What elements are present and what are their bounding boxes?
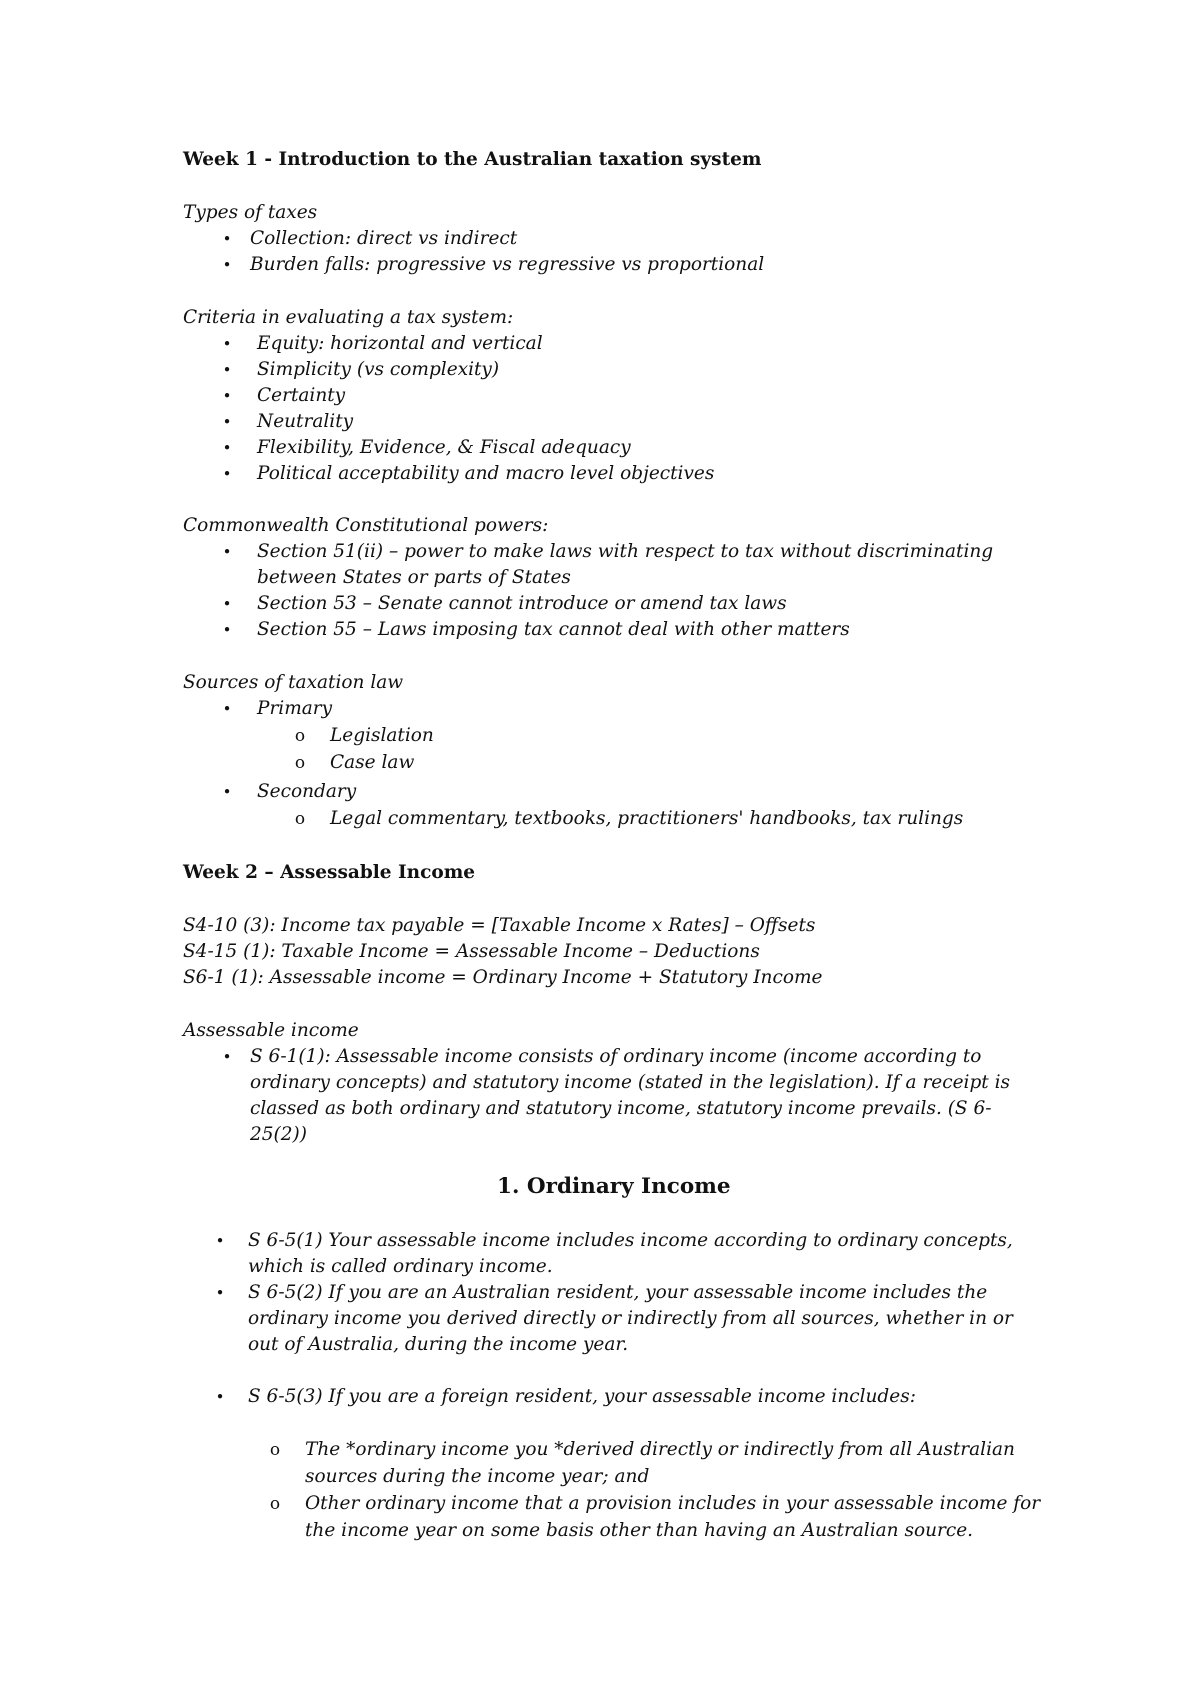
formula-3: S6-1 (1): Assessable income = Ordinary Income + Statutory Income xyxy=(183,967,823,988)
s65-2-line-3: out of Australia, during the income year. xyxy=(248,1334,629,1355)
s65-3-sub-2-line-2: the income year on some basis other than having an Australian source. xyxy=(305,1520,974,1541)
assessable-line-2: ordinary concepts) and statutory income (stated in the legislation). If a receipt is xyxy=(250,1072,1011,1093)
bullet-icon: • xyxy=(222,335,232,353)
types-item-2: Burden falls: progressive vs regressive vs proportional xyxy=(250,254,765,275)
powers-item-1-line-2: between States or parts of States xyxy=(257,567,571,588)
assessable-heading: Assessable income xyxy=(183,1020,359,1041)
bullet-icon: • xyxy=(222,387,232,405)
s65-3-sub-1-line-2: sources during the income year; and xyxy=(305,1466,650,1487)
sub-bullet-icon: o xyxy=(294,753,306,773)
formula-1: S4-10 (3): Income tax payable = [Taxable Income x Rates] – Offsets xyxy=(183,915,816,936)
powers-item-1-line-1: Section 51(ii) – power to make laws with respect to tax without discriminating xyxy=(257,541,994,562)
s65-3-sub-1-line-1: The *ordinary income you *derived directly or indirectly from all Australian xyxy=(305,1439,1015,1460)
s65-3-sub-2-line-1: Other ordinary income that a provision includes in your assessable income for xyxy=(305,1493,1041,1514)
sources-secondary: Secondary xyxy=(257,781,357,802)
week2-title: Week 2 – Assessable Income xyxy=(183,862,476,883)
sources-secondary-sub: Legal commentary, textbooks, practitioners' handbooks, tax rulings xyxy=(330,808,964,829)
s65-1-line-1: S 6-5(1) Your assessable income includes income according to ordinary concepts, xyxy=(248,1230,1013,1251)
s65-2-line-2: ordinary income you derived directly or indirectly from all sources, whether in or xyxy=(248,1308,1013,1329)
sub-bullet-icon: o xyxy=(294,809,306,829)
types-item-1: Collection: direct vs indirect xyxy=(250,228,518,249)
criteria-item-6: Political acceptability and macro level objectives xyxy=(257,463,715,484)
criteria-item-1: Equity: horizontal and vertical xyxy=(257,333,543,354)
sub-bullet-icon: o xyxy=(269,1494,281,1514)
criteria-item-2: Simplicity (vs complexity) xyxy=(257,359,500,380)
sources-heading: Sources of taxation law xyxy=(183,672,404,693)
s65-3: S 6-5(3) If you are a foreign resident, your assessable income includes: xyxy=(248,1386,916,1407)
bullet-icon: • xyxy=(222,413,232,431)
powers-item-3: Section 55 – Laws imposing tax cannot deal with other matters xyxy=(257,619,850,640)
sub-bullet-icon: o xyxy=(294,726,306,746)
bullet-icon: • xyxy=(222,700,232,718)
bullet-icon: • xyxy=(222,595,232,613)
powers-heading: Commonwealth Constitutional powers: xyxy=(183,515,549,536)
s65-1-line-2: which is called ordinary income. xyxy=(248,1256,553,1277)
ordinary-income-title: 1. Ordinary Income xyxy=(497,1174,731,1199)
bullet-icon: • xyxy=(215,1284,225,1302)
bullet-icon: • xyxy=(222,621,232,639)
criteria-item-4: Neutrality xyxy=(257,411,354,432)
assessable-line-1: S 6-1(1): Assessable income consists of ordinary income (income according to xyxy=(250,1046,982,1067)
bullet-icon: • xyxy=(222,465,232,483)
types-heading: Types of taxes xyxy=(183,202,318,223)
formula-2: S4-15 (1): Taxable Income = Assessable Income – Deductions xyxy=(183,941,760,962)
bullet-icon: • xyxy=(222,1048,232,1066)
week1-title: Week 1 - Introduction to the Australian taxation system xyxy=(183,149,762,170)
bullet-icon: • xyxy=(222,256,232,274)
bullet-icon: • xyxy=(215,1232,225,1250)
sources-primary: Primary xyxy=(257,698,333,719)
bullet-icon: • xyxy=(222,543,232,561)
sources-primary-sub-2: Case law xyxy=(330,752,415,773)
bullet-icon: • xyxy=(222,783,232,801)
bullet-icon: • xyxy=(222,361,232,379)
assessable-line-3: classed as both ordinary and statutory income, statutory income prevails. (S 6- xyxy=(250,1098,992,1119)
sub-bullet-icon: o xyxy=(269,1440,281,1460)
bullet-icon: • xyxy=(222,439,232,457)
powers-item-2: Section 53 – Senate cannot introduce or amend tax laws xyxy=(257,593,787,614)
s65-2-line-1: S 6-5(2) If you are an Australian resident, your assessable income includes the xyxy=(248,1282,988,1303)
criteria-item-3: Certainty xyxy=(257,385,346,406)
assessable-line-4: 25(2)) xyxy=(250,1124,307,1145)
sources-primary-sub-1: Legislation xyxy=(330,725,434,746)
criteria-heading: Criteria in evaluating a tax system: xyxy=(183,307,514,328)
bullet-icon: • xyxy=(222,230,232,248)
bullet-icon: • xyxy=(215,1388,225,1406)
criteria-item-5: Flexibility, Evidence, & Fiscal adequacy xyxy=(257,437,631,458)
